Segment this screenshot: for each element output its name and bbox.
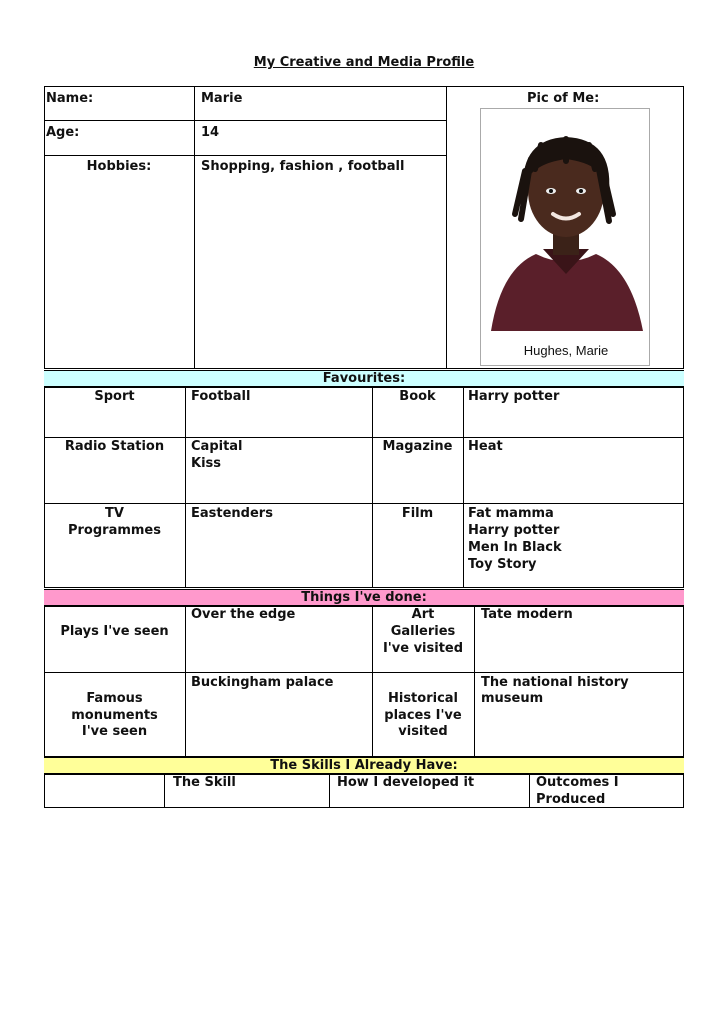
monuments-label-line-1: Famous: [86, 691, 143, 706]
name-value: Marie: [201, 91, 243, 106]
favourites-header: Favourites:: [44, 370, 684, 387]
magazine-label: Magazine: [382, 439, 453, 454]
film-label: Film: [401, 506, 434, 521]
skills-header: The Skills I Already Have:: [44, 757, 684, 774]
monuments-value: Buckingham palace: [191, 675, 334, 690]
book-label: Book: [399, 389, 436, 404]
plays-label: Plays I've seen: [60, 624, 169, 639]
plays-value: Over the edge: [191, 607, 296, 622]
outcomes-column-header-line-1: Outcomes I: [536, 775, 619, 790]
tv-label-line-2: Programmes: [67, 523, 161, 538]
name-label: Name:: [46, 91, 94, 106]
historical-value-line-2: museum: [481, 691, 544, 706]
galleries-value: Tate modern: [481, 607, 573, 622]
favourites-table: [44, 387, 684, 588]
galleries-label-line-2: Galleries: [390, 624, 456, 639]
monuments-label-line-2: monuments: [71, 708, 158, 723]
age-value: 14: [201, 125, 220, 140]
tv-label-line-1: TV: [105, 506, 124, 521]
profile-photo: [480, 108, 650, 366]
portrait-illustration: [481, 109, 650, 366]
radio-value-2: Kiss: [191, 456, 222, 471]
tv-value: Eastenders: [191, 506, 273, 521]
pic-label: Pic of Me:: [527, 91, 600, 106]
skill-column-header: The Skill: [173, 775, 236, 790]
photo-caption: Hughes, Marie: [523, 343, 609, 358]
historical-label-line-2: places I've: [384, 708, 462, 723]
hobbies-label: Hobbies:: [86, 159, 152, 174]
page-title: My Creative and Media Profile: [253, 55, 475, 70]
film-value-2: Harry potter: [468, 523, 560, 538]
historical-label-line-1: Historical: [387, 691, 459, 706]
hobbies-value: Shopping, fashion , football: [201, 159, 405, 174]
magazine-value: Heat: [468, 439, 503, 454]
age-label: Age:: [46, 125, 80, 140]
book-value: Harry potter: [468, 389, 560, 404]
sport-value: Football: [191, 389, 251, 404]
radio-value-1: Capital: [191, 439, 243, 454]
monuments-label-line-3: I've seen: [81, 724, 148, 739]
film-value-3: Men In Black: [468, 540, 562, 555]
galleries-label-line-1: Art: [411, 607, 435, 622]
film-value-1: Fat mamma: [468, 506, 554, 521]
things-done-header: Things I've done:: [44, 589, 684, 606]
outcomes-column-header-line-2: Produced: [536, 792, 606, 807]
how-developed-column-header: How I developed it: [337, 775, 475, 790]
sport-label: Sport: [94, 389, 135, 404]
historical-value-line-1: The national history: [481, 675, 629, 690]
film-value-4: Toy Story: [468, 557, 537, 572]
galleries-label-line-3: I've visited: [382, 641, 464, 656]
radio-label: Radio Station: [64, 439, 165, 454]
historical-label-line-3: visited: [398, 724, 448, 739]
